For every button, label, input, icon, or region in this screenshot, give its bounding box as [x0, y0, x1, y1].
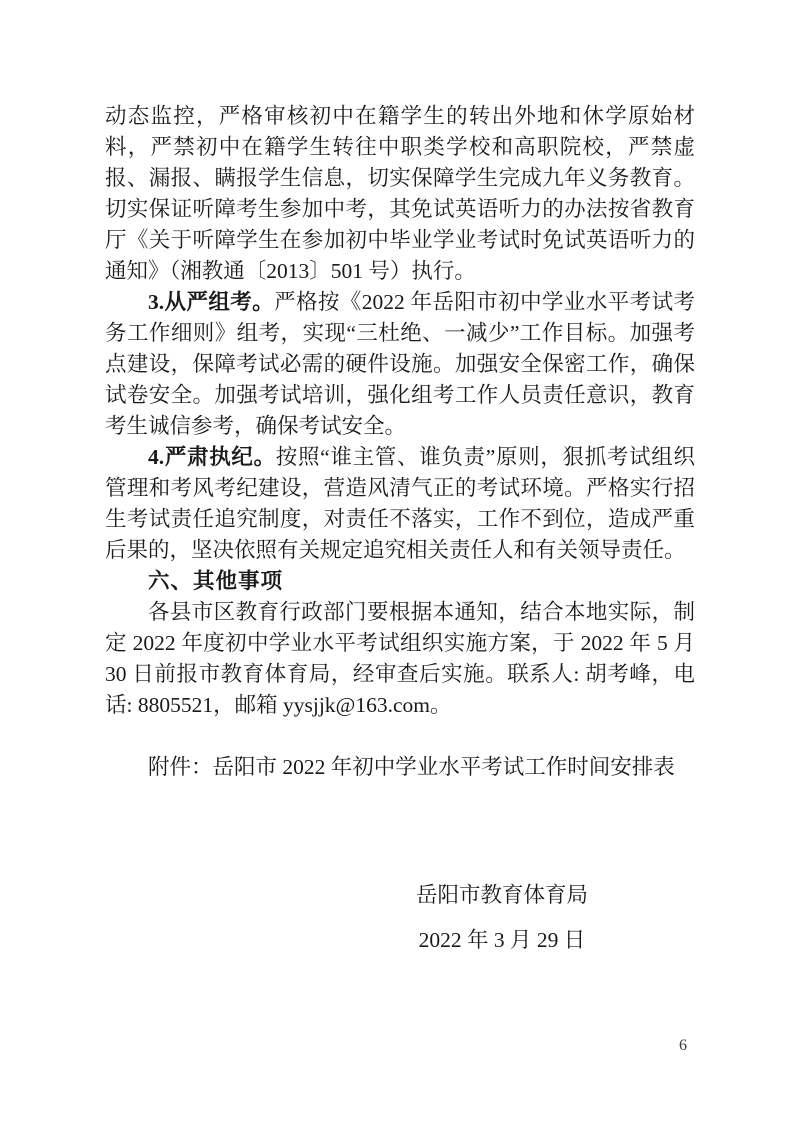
continuation-paragraph: 动态监控，严格审核初中在籍学生的转出外地和休学原始材料，严禁初中在籍学生转往中职类学校和高职院校，严禁虚报、漏报、瞒报学生信息，切实保障学生完成九年义务教育。切实保证听障考生参加中考，其免试英语听力的办法按省教育厅《关于听障学生在参加初中毕业学业考试时免试英语听力的通知》（湘教通〔2013〕501 号）执行。 [105, 104, 695, 283]
signature-organization: 岳阳市教育体育局 [415, 883, 588, 907]
item-4-label: 4.严肃执纪。 [148, 445, 276, 469]
paragraph-item-4 [105, 442, 695, 566]
paragraph-item-3 [105, 287, 695, 442]
signature-block [397, 873, 607, 963]
item-4-text: 按照“谁主管、谁负责”原则，狠抓考试组织管理和考风考纪建设，营造风清气正的考试环境。严格实行招生考试责任追究制度，对责任不落实，工作不到位，造成严重后果的，坚决依照有关规定追究相关责任人和有关领导责任。 [105, 445, 695, 562]
attachment-line: 附件：岳阳市 2022 年初中学业水平考试工作时间安排表 [148, 755, 675, 779]
item-3-label: 3.从严组考。 [148, 290, 275, 314]
item-3-text: 严格按《2022 年岳阳市初中学业水平考试考务工作细则》组考，实现“三杜绝、一减少”工作目标。加强考点建设，保障考试必需的硬件设施。加强安全保密工作，确保试卷安全。加强考试培训，强化组考工作人员责任意识，教育考生诚信参考，确保考试安全。 [105, 290, 695, 438]
other-matters-paragraph: 各县市区教育行政部门要根据本通知，结合本地实际，制定 2022 年度初中学业水平考试组织实施方案，于 2022 年 5 月 30 日前报市教育体育局，经审查后实施。联系人: 胡考峰，电话: 8805521，邮箱 yysjjk@163.com。 [105, 600, 695, 717]
page-number: 6 [679, 1037, 687, 1054]
signature-date: 2022 年 3 月 29 日 [418, 928, 586, 952]
section-6-heading: 六、其他事项 [148, 569, 284, 593]
document-body [105, 101, 695, 963]
